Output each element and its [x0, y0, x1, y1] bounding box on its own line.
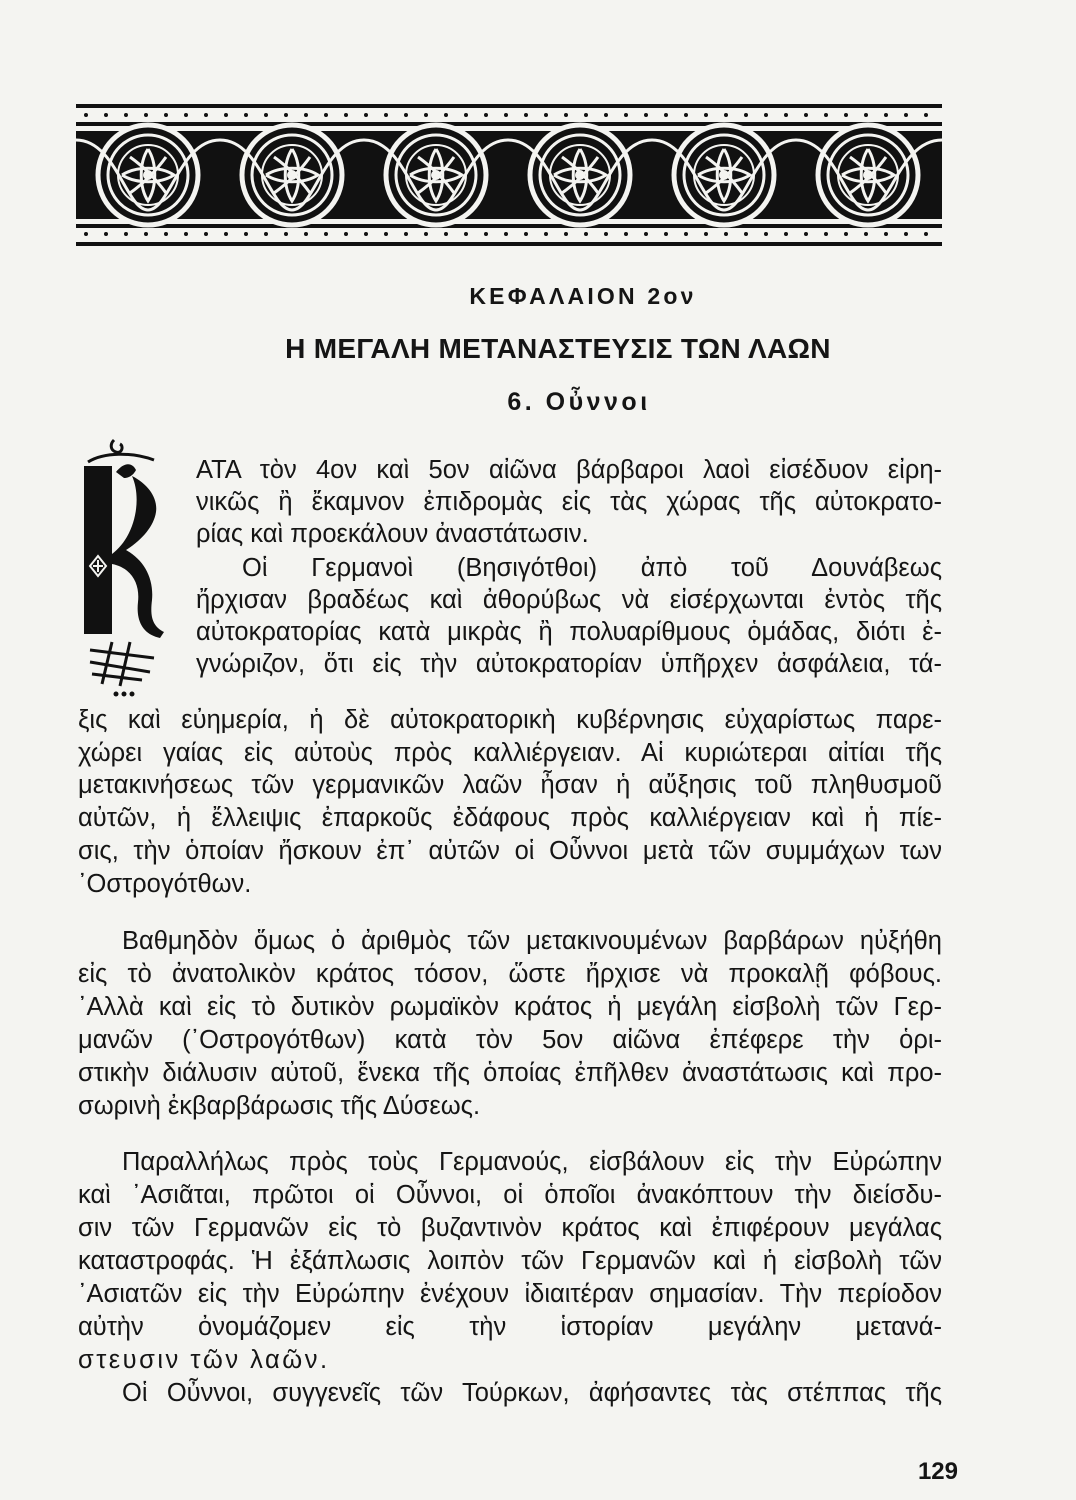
- text-line: σωρινὴ ἐκβαρβάρωσις τῆς Δύσεως.: [78, 1092, 481, 1120]
- decorated-initial-letter-icon: [76, 436, 168, 698]
- text-line: Βαθμηδὸν ὅμως ὁ ἀριθμὸς τῶν μετακινουμένων βαρβάρων ηὐξήθη: [122, 927, 942, 955]
- text-line: σις, τὴν ὁποίαν ἤσκουν ἐπ᾽ αὐτῶν οἱ Οὖννοι μετὰ τῶν συμμάχων των: [78, 837, 942, 865]
- text-line: καὶ ᾽Ασιᾶται, πρῶτοι οἱ Οὖννοι, οἱ ὁποῖοι ἀνακόπτουν τὴν διείσδυ-: [78, 1181, 942, 1209]
- text-line: νικῶς ἢ ἔκαμνον ἐπιδρομὰς εἰς τὰς χώρας τῆς αὐτοκρατο-: [196, 488, 942, 516]
- chapter-title: Η ΜΕΓΑΛΗ ΜΕΤΑΝΑΣΤΕΥΣΙΣ ΤΩΝ ΛΑΩΝ: [285, 333, 831, 364]
- text-line: στικὴν διάλυσιν αὐτοῦ, ἕνεκα τῆς ὁποίας ἐπῆλθεν ἀναστάτωσις καὶ προ-: [78, 1059, 942, 1087]
- text-line: ξις καὶ εὐημερία, ἡ δὲ αὐτοκρατορικὴ κυβέρνησις εὐχαρίστως παρε-: [78, 706, 942, 734]
- text-line: χώρει γαίας εἰς αὐτοὺς πρὸς καλλιέργειαν. Αἱ κυριώτεραι αἰτίαι τῆς: [78, 739, 942, 767]
- text-line: Οἱ Οὖννοι, συγγενεῖς τῶν Τούρκων, ἀφήσαντες τὰς στέππας τῆς: [122, 1379, 942, 1407]
- text-line: μετακινήσεως τῶν γερμανικῶν λαῶν ἦσαν ἡ αὔξησις τοῦ πληθυσμοῦ: [78, 771, 942, 799]
- text-line: ᾽Οστρογότθων.: [78, 870, 252, 898]
- decorative-header-band: [76, 100, 942, 250]
- text-line: καταστροφάς. Ἡ ἐξάπλωσις λοιπὸν τῶν Γερμανῶν καὶ ἡ εἰσβολὴ τῶν: [78, 1247, 942, 1275]
- text-line: μανῶν (᾽Οστρογότθων) κατὰ τὸν 5ον αἰῶνα ἐπέφερε τὴν ὁρι-: [78, 1026, 942, 1054]
- text-line: αὐτὴν ὀνομάζομεν εἰς τὴν ἱστορίαν μεγάλην μετανά-: [78, 1313, 942, 1341]
- text-line: ἤρχισαν βραδέως καὶ ἀθορύβως νὰ εἰσέρχωνται ἐντὸς τῆς: [196, 586, 942, 614]
- chapter-label: ΚΕΦΑΛΑΙΟΝ 2ον: [469, 283, 697, 309]
- text-line: ᾽Αλλὰ καὶ εἰς τὸ δυτικὸν ρωμαϊκὸν κράτος ἡ μεγάλη εἰσβολὴ τῶν Γερ-: [78, 993, 942, 1021]
- text-line: Παραλλήλως πρὸς τοὺς Γερμανούς, εἰσβάλουν εἰς τὴν Εὐρώπην: [122, 1148, 942, 1176]
- text-line: σιν τῶν Γερμανῶν εἰς τὸ βυζαντινὸν κράτος καὶ ἐπιφέρουν μεγάλας: [78, 1214, 942, 1242]
- section-title: 6. Οὖννοι: [507, 388, 651, 416]
- text-line: αὐτοκρατορίας κατὰ μικρὰς ἢ πολυαρίθμους ὁμάδας, διότι ἐ-: [196, 618, 942, 646]
- text-line: αὐτῶν, ἡ ἔλλειψις ἐπαρκοῦς ἐδάφους πρὸς καλλιέργειαν καὶ ἡ πίε-: [78, 804, 942, 832]
- text-line: εἰς τὸ ἀνατολικὸν κράτος τόσον, ὥστε ἤρχισε νὰ προκαλῇ φόβους.: [78, 960, 942, 988]
- text-line: ΑΤΑ τὸν 4ον καὶ 5ον αἰῶνα βάρβαροι λαοὶ εἰσέδυον εἰρη-: [196, 456, 942, 484]
- text-line: γνώριζον, ὅτι εἰς τὴν αὐτοκρατορίαν ὑπῆρχεν ἀσφάλεια, τά-: [196, 650, 942, 678]
- text-line: ρίας καὶ προεκάλουν ἀναστάτωσιν.: [196, 520, 589, 548]
- text-line: στευσιν τῶν λαῶν.: [78, 1346, 330, 1374]
- text-line: ᾽Ασιατῶν εἰς τὴν Εὐρώπην ἐνέχουν ἰδιαιτέραν σημασίαν. Τὴν περίοδον: [78, 1280, 942, 1308]
- page-number: 129: [917, 1458, 958, 1485]
- text-line: Οἱ Γερμανοὶ (Βησιγότθοι) ἀπὸ τοῦ Δουνάβεως: [242, 554, 942, 582]
